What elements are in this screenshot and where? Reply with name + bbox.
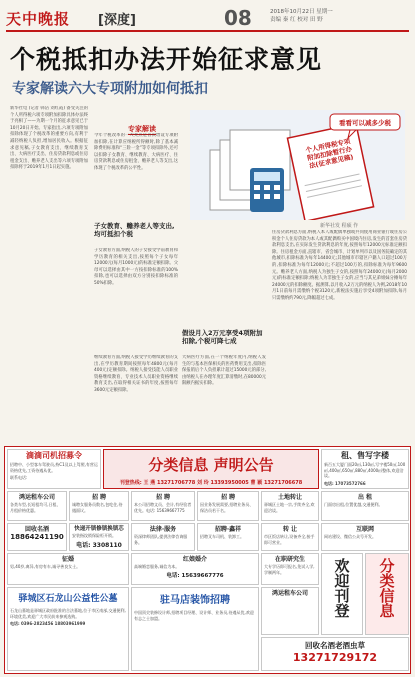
matchmaker-ad (131, 553, 259, 585)
classified-cell-title: 鸿运租车公司 (18, 494, 55, 501)
article-column-1: 新华社电 (记者 韩洁 刘红霞) 备受关注的个人所得税六项专项附加扣除具体办法终于亮相了——为期一个月的征求意见已于10月20日开始。专家指出,六项专项附加扣除体现了个税改革的重要方向,有利于减轻纳税人负担,增加居民收入。根据征求意见稿,子女教育支出、继续教育支出、大病医疗支出、住房贷款利息或住房租金支出、赡养老人支出等六项专项附加扣除将于2019年1月1日起实施。 (10, 106, 88, 171)
classified-cell (7, 491, 67, 521)
office-rent-ad (321, 449, 409, 489)
classified-cell-title: 征婚 (61, 556, 74, 563)
office-title: 租、售写字楼 (341, 451, 389, 460)
decoration-title: 驻马店装饰招聘 (160, 595, 230, 606)
classified-cell-title: 招 聘 (91, 494, 107, 501)
classified-cell (321, 491, 409, 521)
calculator-icon (250, 168, 284, 212)
decoration-recruit-ad (131, 587, 259, 671)
article-column-3: 继续教育方面,纳税人接受学历继续教育的支出,在学历教育期间按照每年4800元(每月400元)定额扣除。纳税人接受技能人员职业资格继续教育、专业技术人员职业资格继续教育支出,在取得相关证书的年度,按照每年3600元定额扣除。 (94, 355, 178, 393)
classified-cell-body: 驿城区土地一宗,手续齐全,欢迎洽谈。 (264, 502, 315, 513)
didi-title: 滴滴司机招募令 (26, 451, 82, 460)
article-headline: 个税抵扣办法开始征求意见 (10, 45, 323, 74)
classified-cell-body: 网站建设、微信公众号开发。 (324, 534, 376, 539)
classified-cell-title: 鸿运租车公司 (271, 590, 308, 597)
page-number: 08 (224, 6, 252, 30)
classified-cell-title: 法律·服务 (149, 526, 177, 533)
classified-cell-title: 招聘·鑫祥 (214, 526, 242, 533)
classified-cell-body: 本公司招聘文员、会计,有经验者优先。电话: 15639667775 (134, 502, 192, 513)
classified-cell-title: 招 聘 (155, 494, 171, 501)
office-phone: 电话: 17073572766 (324, 480, 366, 486)
classifieds-banner (103, 449, 319, 489)
sub-heading-children-education: 子女教育、赡养老人等支出,均可抵扣个税 (94, 222, 175, 238)
cemetery-body: 石龙山墓地是驿城区政府批准的合法墓地,位于市区南部,交通便利,环境优美,欢迎广大市民前来参观选购。 (10, 608, 126, 619)
expert-tag: 专家解读 (128, 125, 156, 133)
masthead-editors: 责编 秦 红 校对 田 野 (270, 17, 323, 23)
classified-cell (261, 587, 319, 635)
banner-phones: 刊登热线: 王 燕 13271706778 刘 玲 13393950005 曹 颖 13271706678 (119, 480, 303, 486)
grad-school-ad (261, 553, 319, 585)
classified-cell (7, 553, 129, 585)
section-tag: [深度] (98, 13, 136, 28)
classified-cell-body: 因业务发展需要,招聘业务员、保洁员若干名。 (200, 502, 254, 513)
recycle-title: 回收名酒老酒虫草 (305, 641, 365, 650)
classified-cell-body: 资深律师团队,提供法律咨询服务。 (134, 534, 188, 545)
newspaper-logo: 天中晚报 (6, 10, 71, 28)
classified-cell-title: 转 让 (282, 526, 298, 533)
classified-cell-title: 快递开锁修锁换锁芯 (74, 526, 124, 532)
decoration-body: 中国顶尖装修设计师,招聘项目经理、设计师、业务员,待遇从优,欢迎有志之士加盟。 (134, 610, 254, 621)
sub-heading-tax-cut: 假设月入2万元享受4项附加扣除,个税可降七成 (182, 329, 263, 345)
classified-cell-title: 红娘婚介 (182, 556, 207, 563)
classified-cell-body: 招聘叉车司机、装卸工。 (200, 534, 244, 539)
locksmith-ad (69, 523, 129, 551)
article-column-4: 大病医疗方面,在一个纳税年度内,纳税人发生的与基本医保相关的医药费用支出,扣除医保报销后个人负担累计超过15000元的部分,由纳税人在办理年度汇算清缴时,在80000元限额内据实扣除。 (182, 355, 266, 387)
classified-cell-body: 市区饭店转让,设备齐全,接手即可营业。 (264, 534, 315, 545)
classified-cell-body: 男,40岁,离异,有房有车,诚寻善良女士。 (10, 564, 81, 569)
bubble-label: 看看可以减多少税 (339, 119, 391, 127)
banner-title: 分类信息 声明公告 (148, 456, 274, 474)
office-body: 新百五大厦门面20㎡,130㎡,写字楼50㎡,100㎡,400㎡,650㎡,880㎡,4000㎡整体,欢迎洽谈。 (324, 462, 406, 478)
didi-phone-label: 联系电话: (10, 475, 28, 480)
classified-cell (261, 523, 319, 551)
classified-cell-title: 出 租 (357, 494, 373, 501)
masthead (6, 6, 409, 32)
locksmith-phone: 电话: 3308110 (76, 541, 122, 549)
article-column-2b: 子女教育方面,纳税人的子女接受学前教育和学历教育的相关支出,按照每个子女每年12000元(每月1000元)的标准定额扣除。父母可以选择由其中一方按扣除标准的100%扣除,也可以选择由双方分别按扣除标准的50%扣除。 (94, 248, 178, 286)
classified-cell-title: 互联网 (355, 526, 374, 533)
classified-cell (197, 523, 259, 551)
classified-cell-title: 土地转让 (277, 494, 302, 501)
classified-cell-body: 高端婚恋服务,诚信为本。 (134, 564, 180, 569)
classified-cell-body: 诚聘女服务员数名,包吃住,待遇面议。 (72, 502, 123, 513)
document-label: 个人所得税专项附加扣除暂行办法(征求意见稿) (304, 137, 355, 171)
fenlei-ad (365, 553, 409, 635)
classifieds-section (4, 446, 411, 674)
classified-cell (261, 491, 319, 521)
tax-illustration (190, 110, 405, 220)
cemetery-phone: 电话: 0396-2823456 18803961999 (10, 621, 86, 626)
grad-school-title: 在职研究生 (274, 556, 305, 563)
article-column-5: 住房贷款利息方面,纳税人本人或配偶单独或共同使用商业银行或住房公积金个人住房贷款为本人或其配偶购买中国境内住房,发生的首套住房贷款利息支出,在实际发生贷款利息的年度,按照每年12000元标准定额扣除。住房租金方面,直辖市、省会城市、计划单列市以及国务院确定的其他城市,扣除标准为每年14400元;其他城市市辖区户籍人口超过100万的,扣除标准为每年12000元;不超过100万的,扣除标准为每年9600元。赡养老人方面,纳税人为独生子女的,按照每年24000元(每月2000元)的标准定额扣除;纳税人为非独生子女的,应当与其兄弟姐妹分摊每年24000元的扣除额度。据测算,以月收入2万元的纳税人为例,2018年10月1日前每月需缴纳个税3120元,新税法实施后享受4项附加扣除,每月只需缴纳约790元,降幅超过七成。 (272, 230, 407, 301)
matchmaker-phone: 电话: 15639667776 (166, 572, 224, 579)
recycle-old-liquor-ad (261, 637, 409, 671)
welcome-ad (321, 553, 363, 635)
classified-cell-title: 招 聘 (220, 494, 236, 501)
classified-cell (131, 491, 195, 521)
welcome-text: 欢迎刊登 (332, 558, 351, 618)
recycle-liquor-ad (7, 523, 67, 551)
classified-cell-body: 安装指纹锁保险柜开锁。 (72, 533, 116, 538)
recycle-phone: 18864241190 (10, 533, 64, 541)
illustration-caption: 新华社发 程硕 作 (320, 223, 359, 229)
didi-recruit-ad (7, 449, 101, 489)
classified-cell (69, 491, 129, 521)
classified-cell-title: 回收名酒 (24, 526, 49, 533)
article-column-2: 今年个税改革的一大亮点是首次增设专项附加扣除,在计算应纳税所得额时,除了基本减除费用标准和“三险一金”等专项扣除外,还可以扣除子女教育、继续教育、大病医疗、住房贷款利息或住房租金、赡养老人等支出,这体现了个税改革的公平性。 (94, 133, 178, 171)
classified-cell (321, 523, 409, 551)
didi-body: 招聘中、小型客车驾驶员,持C1及以上驾照,有营运资格优先,工资待遇从优。 (10, 462, 98, 473)
article-subhead: 专家解读六大专项附加如何抵扣 (12, 81, 208, 97)
masthead-date: 2018年10月22日 星期一 (270, 9, 333, 15)
cemetery-title: 驿城区石龙山公益性公墓 (18, 594, 118, 604)
classified-cell (197, 491, 259, 521)
classified-cell-body: 各类车型,长短租均可,日租、月租价格优惠。 (10, 502, 61, 513)
cemetery-ad (7, 587, 129, 671)
classified-cell-body: 门面房出租,位置优越,交通便利。 (324, 502, 383, 507)
grad-school-body: 大专学历即可报名,免试入学,学制两年。 (264, 564, 315, 575)
masthead-info (270, 8, 410, 24)
classified-cell (131, 523, 195, 551)
recycle-old-phone: 13271729172 (292, 651, 378, 664)
fenlei-text: 分类信息 (377, 558, 396, 618)
